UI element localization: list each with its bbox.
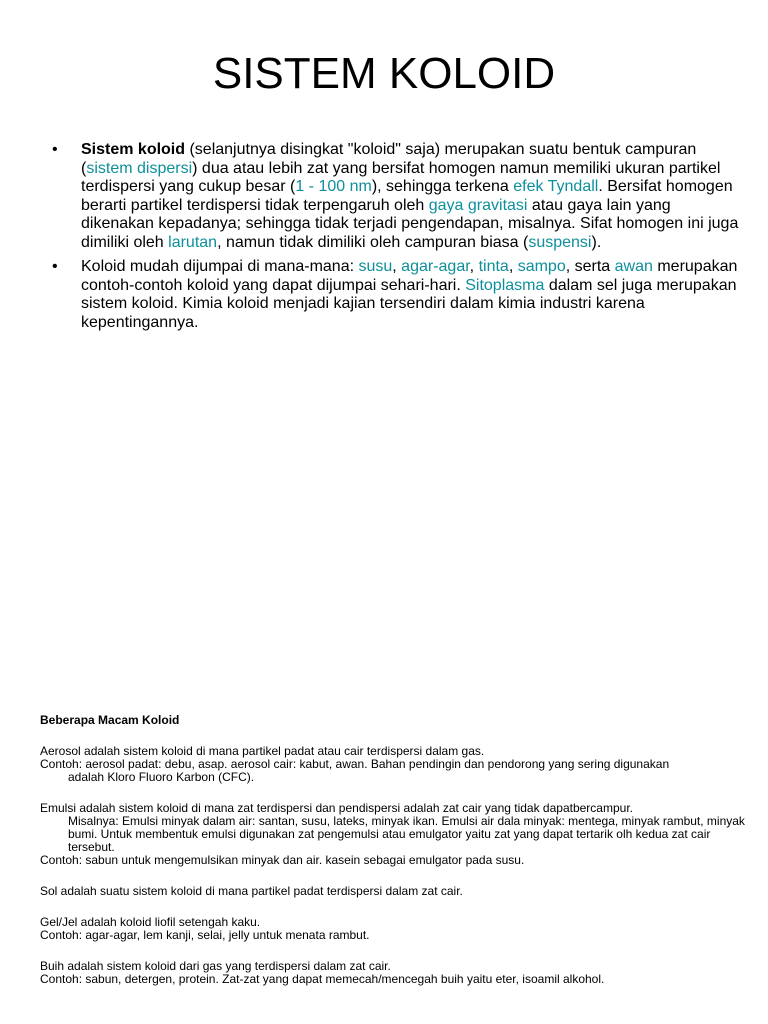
link-sampo[interactable]: sampo [517, 258, 566, 275]
sol-paragraph [40, 885, 752, 898]
link-gaya-gravitasi[interactable]: gaya gravitasi [428, 196, 528, 214]
term-sistem-koloid: Sistem koloid [81, 141, 186, 158]
link-agar-agar[interactable]: agar-agar [401, 258, 470, 275]
slide-title: SISTEM KOLOID [212, 49, 556, 98]
link-susu[interactable]: susu [358, 258, 393, 275]
link-larutan[interactable]: larutan [168, 233, 218, 251]
emulsi-paragraph [40, 802, 752, 867]
aerosol-definition: Aerosol adalah sistem koloid di mana partikel padat atau cair terdispersi dalam gas. [40, 744, 485, 758]
link-1-100-nm[interactable]: 1 - 100 nm [295, 178, 372, 195]
bullet-item-examples [50, 258, 745, 332]
aerosol-paragraph [40, 745, 752, 784]
bullet-item-definition [50, 141, 745, 252]
emulsi-contoh: Contoh: sabun untuk mengemulsikan minyak dan air. kasein sebagai emulgator pada susu. [40, 853, 525, 867]
text-segment: , [508, 258, 518, 275]
emulsi-definition: Emulsi adalah sistem koloid di mana zat terdispersi dan pendispersi adalah zat cair yang tidak dapatbercampur. [40, 801, 633, 815]
sol-definition: Sol adalah suatu sistem koloid di mana partikel padat terdispersi dalam zat cair. [40, 884, 463, 898]
text-segment: , serta [565, 258, 615, 275]
bullet-dot-icon: • [52, 141, 58, 158]
text-segment: , [469, 258, 479, 275]
bullet-list [50, 141, 745, 338]
notes-heading: Beberapa Macam Koloid [40, 713, 180, 727]
link-efek-tyndall[interactable]: efek Tyndall [513, 178, 599, 195]
text-segment: dalam sel juga merupakan sistem koloid. Kimia koloid menjadi kajian tersendiri dalam kimia industri karena kepentingannya. [81, 276, 737, 331]
emulsi-examples: Misalnya: Emulsi minyak dalam air: santan, susu, lateks, minyak ikan. Emulsi air dala minyak: mentega, minyak rambut, minyak bumi. Untuk membentuk emulsi digunakan zat pengemulsi atau emulgator yaitu zat yang dapat tertarik olh kedua zat cair tersebut. [68, 814, 745, 854]
link-sitoplasma[interactable]: Sitoplasma [465, 276, 545, 294]
gel-definition: Gel/Jel adalah koloid liofil setengah kaku. [40, 915, 261, 929]
bullet-dot-icon: • [52, 258, 58, 275]
buih-definition: Buih adalah sistem koloid dari gas yang terdispersi dalam zat cair. [40, 959, 391, 973]
text-segment: . Bersifat homogen berarti partikel terdispersi tidak terpengaruh oleh [81, 178, 733, 214]
text-segment: , namun tidak dimiliki oleh campuran biasa ( [217, 233, 529, 251]
text-segment: ), sehingga terkena [371, 178, 514, 195]
text-segment: atau gaya lain yang dikenakan kepadanya; sehingga tidak terjadi pengendapan, misalnya. Sifat homogen ini juga dimiliki oleh [81, 196, 739, 251]
gel-paragraph [40, 916, 752, 942]
link-awan[interactable]: awan [614, 258, 653, 275]
link-sistem-dispersi[interactable]: sistem dispersi [86, 159, 193, 177]
text-segment: ). [591, 233, 602, 251]
text-segment: ) dua atau lebih zat yang bersifat homogen namun memiliki ukuran partikel terdispersi yang cukup besar ( [81, 159, 721, 195]
aerosol-example-continued: adalah Kloro Fluoro Karbon (CFC). [68, 770, 255, 784]
gel-example: Contoh: agar-agar, lem kanji, selai, jelly untuk menata rambut. [40, 928, 370, 942]
text-segment: Koloid mudah dijumpai di mana-mana: [81, 258, 359, 275]
text-segment: , [392, 258, 402, 275]
buih-example: Contoh: sabun, detergen, protein. Zat-zat yang dapat memecah/mencegah buih yaitu eter, isoamil alkohol. [40, 972, 605, 986]
link-tinta[interactable]: tinta [478, 258, 509, 275]
link-suspensi[interactable]: suspensi [528, 233, 592, 251]
notes-section [40, 714, 752, 1004]
text-segment: (selanjutnya disingkat "koloid" saja) merupakan suatu bentuk campuran ( [81, 141, 697, 177]
text-segment: merupakan contoh-contoh koloid yang dapat dijumpai sehari-hari. [81, 258, 738, 294]
aerosol-example: Contoh: aerosol padat: debu, asap. aerosol cair: kabut, awan. Bahan pendingin dan pendorong yang sering digunakan [40, 757, 670, 771]
buih-paragraph [40, 960, 752, 986]
